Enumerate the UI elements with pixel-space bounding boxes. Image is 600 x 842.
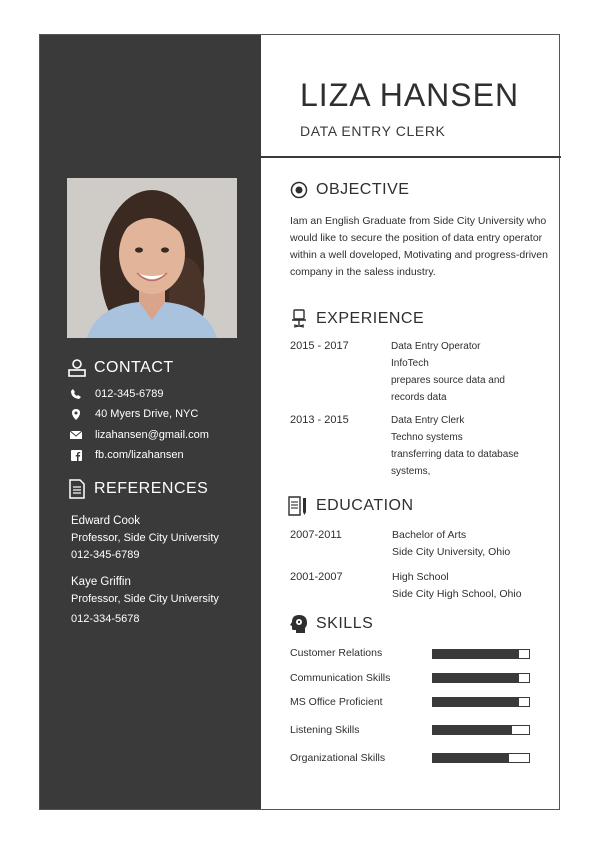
skill-label: Communication Skills <box>290 672 391 684</box>
education-detail <box>392 569 552 603</box>
education-years: 2001-2007 <box>290 571 343 583</box>
education-degree: Bachelor of Arts <box>392 529 467 541</box>
experience-desc: prepares source data and <box>391 375 505 386</box>
skills-title: SKILLS <box>316 615 374 632</box>
experience-detail <box>391 412 551 480</box>
contact-person-icon <box>66 357 88 379</box>
contact-email <box>69 429 209 441</box>
book-pencil-icon <box>288 495 310 517</box>
skill-bar-fill <box>433 754 509 762</box>
skill-bar-fill <box>433 650 519 658</box>
phone-icon <box>69 388 83 400</box>
skill-label: MS Office Proficient <box>290 696 383 708</box>
resume-page <box>39 34 560 810</box>
references-title: REFERENCES <box>94 480 209 497</box>
experience-role: Data Entry Clerk <box>391 415 465 426</box>
objective-title: OBJECTIVE <box>316 181 410 198</box>
header-divider <box>261 156 561 158</box>
education-title: EDUCATION <box>316 497 414 514</box>
contact-phone <box>69 388 164 400</box>
experience-company: Techno systems <box>391 432 463 443</box>
profile-photo <box>67 178 237 338</box>
sidebar <box>40 35 261 809</box>
education-detail <box>392 527 552 561</box>
document-icon <box>66 478 88 500</box>
reference-item <box>71 513 219 564</box>
reference-name: Kaye Griffin <box>71 576 131 588</box>
references-heading <box>66 478 208 500</box>
skill-bar <box>432 697 530 707</box>
education-years: 2007-2011 <box>290 529 342 541</box>
experience-years: 2015 - 2017 <box>290 340 349 352</box>
skill-bar <box>432 673 530 683</box>
education-degree: High School <box>392 571 449 583</box>
reference-item <box>71 574 219 628</box>
skill-bar <box>432 649 530 659</box>
reference-phone: 012-334-5678 <box>71 613 140 625</box>
skill-label: Organizational Skills <box>290 752 386 764</box>
experience-detail <box>391 338 551 406</box>
experience-company: InfoTech <box>391 358 429 369</box>
skill-bar <box>432 725 530 735</box>
reference-phone: 012-345-6789 <box>71 549 140 561</box>
contact-facebook <box>69 449 184 461</box>
experience-desc: systems, <box>391 466 431 477</box>
facebook-value[interactable]: fb.com/lizahansen <box>95 449 184 461</box>
phone-value: 012-345-6789 <box>95 388 164 400</box>
skill-label: Customer Relations <box>290 647 383 659</box>
experience-heading <box>288 308 424 330</box>
experience-title: EXPERIENCE <box>316 310 425 327</box>
reference-role: Professor, Side City University <box>71 593 219 605</box>
education-school: Side City High School, Ohio <box>392 588 522 600</box>
skills-heading <box>288 613 373 635</box>
skill-bar-fill <box>433 698 519 706</box>
candidate-name: LIZA HANSEN <box>300 77 520 113</box>
location-pin-icon <box>69 408 83 420</box>
reference-role: Professor, Side City University <box>71 532 219 544</box>
experience-years: 2013 - 2015 <box>290 414 349 426</box>
skill-label: Listening Skills <box>290 724 360 736</box>
email-value[interactable]: lizahansen@gmail.com <box>95 429 209 441</box>
education-school: Side City University, Ohio <box>392 546 511 558</box>
facebook-icon <box>69 449 83 461</box>
address-value: 40 Myers Drive, NYC <box>95 408 199 420</box>
skill-bar <box>432 753 530 763</box>
contact-address <box>69 408 198 420</box>
office-chair-icon <box>288 308 310 330</box>
target-circle-icon <box>288 179 310 201</box>
objective-text: Iam an English Graduate from Side City University who would like to secure the position of data entry operator within a well doveloped, Motivating and progress-driven company in the saless industry. <box>290 215 548 278</box>
reference-name: Edward Cook <box>71 515 141 527</box>
skill-bar-fill <box>433 674 519 682</box>
objective-heading <box>288 179 409 201</box>
experience-role: Data Entry Operator <box>391 341 481 352</box>
contact-title: CONTACT <box>94 359 174 376</box>
head-gears-icon <box>288 613 310 635</box>
envelope-icon <box>69 429 83 441</box>
skill-bar-fill <box>433 726 512 734</box>
experience-desc: records data <box>391 392 447 403</box>
experience-desc: transferring data to database <box>391 449 519 460</box>
job-title: DATA ENTRY CLERK <box>300 123 446 139</box>
education-heading <box>288 495 414 517</box>
contact-heading <box>66 357 174 379</box>
